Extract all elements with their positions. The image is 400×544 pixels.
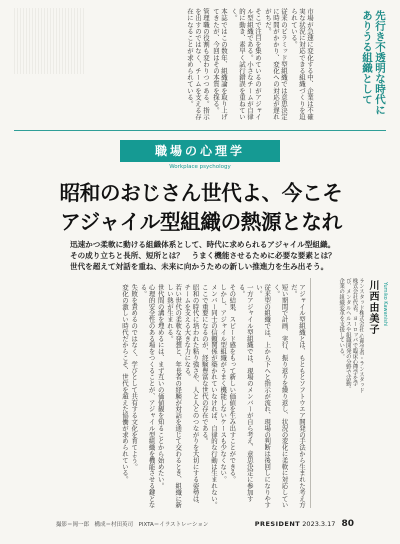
magazine-name: PRESIDENT (254, 520, 301, 528)
author-name-roman: Yumiko Kawanishi (382, 282, 388, 327)
callout-line: 先行き不透明な時代に (374, 10, 386, 115)
issue-date: 2023.3.17 (302, 520, 336, 528)
author-bio-text: ランスタッド株式会社 心理学者・ランスタッド株式会社代表。ヨーロッパで臨床心理学を学び、メンタルヘルスや組織開発の分野で活動。企業の組織変革を支援している。 (338, 278, 364, 394)
callout-line: ありうる組織として (361, 10, 373, 105)
section-tag-english: Workplace psychology (169, 164, 231, 170)
page-footer (255, 519, 354, 529)
section-tag: 職場の心理学 (120, 140, 280, 162)
top-paragraph: 管理職の役割も変わりつつある。指示を出すのではなく、チームを支える存在になることが求められている。 (186, 8, 210, 121)
body-paragraph: その結果、スピード感をもって新しい価値を生み出すことができる。 (228, 284, 237, 483)
author-bio (312, 278, 364, 396)
author-block (312, 278, 388, 398)
body-paragraph: アジャイル型組織とは、もともとソフトウエア開発の手法から生まれた考え方だ。 (289, 284, 306, 508)
photo-credit: 撮影＝岡一郎 構成＝村田英司 PIXTA＝イラストレーション (56, 522, 209, 528)
page-number: 80 (341, 519, 354, 529)
column-divider (310, 278, 311, 508)
author-name: 川西由美子 (367, 280, 378, 335)
body-paragraph: 従来型の組織では、上から下へと指示が流れ、現場の判断は後回しになりやすい。 (254, 284, 272, 508)
section-divider (14, 130, 386, 131)
body-paragraph: 心理的安全性のある場をつくることが、アジャイル型組織を機能させる鍵となる。 (139, 284, 156, 508)
top-article-text (14, 8, 314, 126)
top-paragraph: 市場が急速に変化する中、企業は不確実な状況に対応できる組織づくりを迫られている。 (290, 8, 314, 121)
top-paragraph: 本誌ではこの数年、組織論を取り上げてきたが、今回はその本質を探る。 (212, 8, 228, 121)
body-paragraph: 世代間の溝を埋めるには、まず互いの価値観を知ることから始めたい。 (156, 284, 165, 489)
headline-line-2: アジャイル型組織の熱源となれ (60, 210, 342, 234)
body-paragraph: しかし、アジャイル型組織がうまく機能しないケースも少なくない。 (219, 284, 228, 483)
body-paragraph: ここで重要になるのが、経験豊富な世代の存在である。 (200, 284, 209, 444)
headline-line-1: 昭和のおじさん世代よ、今こそ (59, 181, 343, 205)
article-body (18, 284, 306, 510)
top-paragraph: 従来のピラミッド型組織では意思決定に時間がかかり、変化への対応が遅れがちだ。 (264, 8, 288, 121)
body-paragraph: 昭和の時代に培われた粘り強さや、人と人とのつながりを大切にする姿勢は、チームを支える大きな力になる。 (183, 284, 200, 508)
lead-line-2: その成り立ちと長所、短所とは？ うまく機能させるために必要な要素とは？ (70, 251, 336, 260)
body-paragraph: 若い世代の柔軟な発想と、年長者の経験が対話を通じて交わるとき、組織に新しい熱が生まれる。 (165, 284, 183, 508)
body-paragraph: 変化の激しい時代だからこそ、世代を超えた協働が求められている。 (120, 284, 129, 483)
lead-line-3: 世代を超えて対話を重ね、未来に向かうための新しい推進力を生み出そう。 (70, 262, 329, 271)
body-paragraph: 一方アジャイル型組織では、現場のメンバーが自ら考え、意思決定に参加する。 (237, 284, 254, 502)
body-paragraph: メンバー同士の信頼関係が築かれていなければ、自律的な行動は生まれない。 (209, 284, 218, 508)
body-paragraph: 失敗を責めるのではなく、学びとして共有する文化を育てよう。 (130, 284, 139, 470)
top-paragraph: そこで注目を集めているのがアジャイル型組織である。小さなチームが自律的に動き、素早く試行錯誤を重ねていく。 (230, 8, 262, 121)
lead-line-1: 迅速かつ柔軟に動ける組織体系として、時代に求められるアジャイル型組織。 (70, 240, 336, 249)
top-callout (320, 10, 386, 122)
body-paragraph: 短い期間で計画、実行、振り返りを繰り返し、状況の変化に柔軟に対応していく。 (272, 284, 289, 508)
